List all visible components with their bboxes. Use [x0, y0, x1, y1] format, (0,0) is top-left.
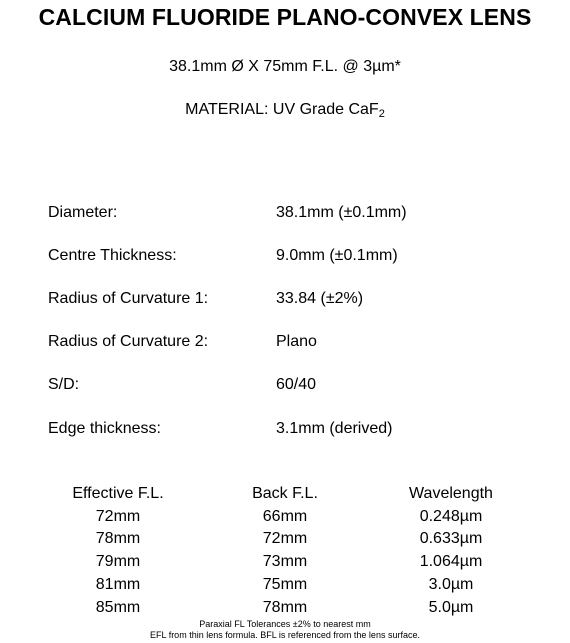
- spec-row-radius-2: [0, 333, 570, 355]
- table-cell: 85mm: [95, 598, 141, 616]
- material-subscript: 2: [378, 108, 385, 120]
- table-cell: 66mm: [262, 507, 308, 525]
- spec-label: Centre Thickness:: [48, 247, 177, 264]
- spec-value: 38.1mm (±0.1mm): [276, 204, 407, 221]
- spec-value: 9.0mm (±0.1mm): [276, 247, 398, 264]
- spec-value: 3.1mm (derived): [276, 420, 393, 437]
- spec-value: 33.84 (±2%): [276, 290, 364, 307]
- table-cell: 78mm: [262, 598, 308, 616]
- spec-row-diameter: [0, 204, 570, 226]
- table-cell: 72mm: [95, 507, 141, 525]
- page-title: CALCIUM FLUORIDE PLANO-CONVEX LENS: [38, 4, 532, 30]
- spec-row-edge-thickness: [0, 420, 570, 442]
- column-header: Wavelength: [409, 485, 493, 502]
- column-header: Back F.L.: [252, 485, 318, 502]
- table-cell: 81mm: [95, 575, 141, 593]
- spec-row-surface-quality: [0, 376, 570, 398]
- spec-value: 60/40: [276, 376, 317, 393]
- table-cell: 78mm: [95, 530, 141, 548]
- spec-row-radius-1: [0, 290, 570, 312]
- table-cell: 3.0µm: [428, 575, 474, 593]
- spec-label: S/D:: [48, 376, 80, 393]
- spec-label: Edge thickness:: [48, 420, 161, 437]
- footnotes: [0, 619, 570, 641]
- table-cell: 72mm: [262, 530, 308, 548]
- column-header: Effective F.L.: [72, 485, 164, 502]
- table-cell: 73mm: [262, 553, 308, 571]
- table-cell: 0.633µm: [419, 530, 483, 548]
- efl-note: EFL from thin lens formula. BFL is referenced from the lens surface.: [150, 630, 420, 640]
- table-cell: 75mm: [262, 575, 308, 593]
- effective-fl-column: [38, 483, 198, 619]
- material-line: [0, 101, 570, 120]
- spec-label: Radius of Curvature 2:: [48, 333, 209, 350]
- spec-value: Plano: [276, 333, 317, 350]
- lens-subtitle: 38.1mm Ø X 75mm F.L. @ 3µm*: [169, 58, 401, 75]
- table-cell: 79mm: [95, 553, 141, 571]
- spec-row-centre-thickness: [0, 247, 570, 269]
- table-cell: 0.248µm: [419, 507, 483, 525]
- spec-label: Radius of Curvature 1:: [48, 290, 209, 307]
- spec-label: Diameter:: [48, 204, 118, 221]
- table-cell: 1.064µm: [419, 553, 483, 571]
- material-text: MATERIAL: UV Grade CaF: [185, 101, 379, 118]
- wavelength-column: [371, 483, 531, 619]
- back-fl-column: [205, 483, 365, 619]
- tolerance-note: Paraxial FL Tolerances ±2% to nearest mm: [199, 619, 371, 629]
- table-cell: 5.0µm: [428, 598, 474, 616]
